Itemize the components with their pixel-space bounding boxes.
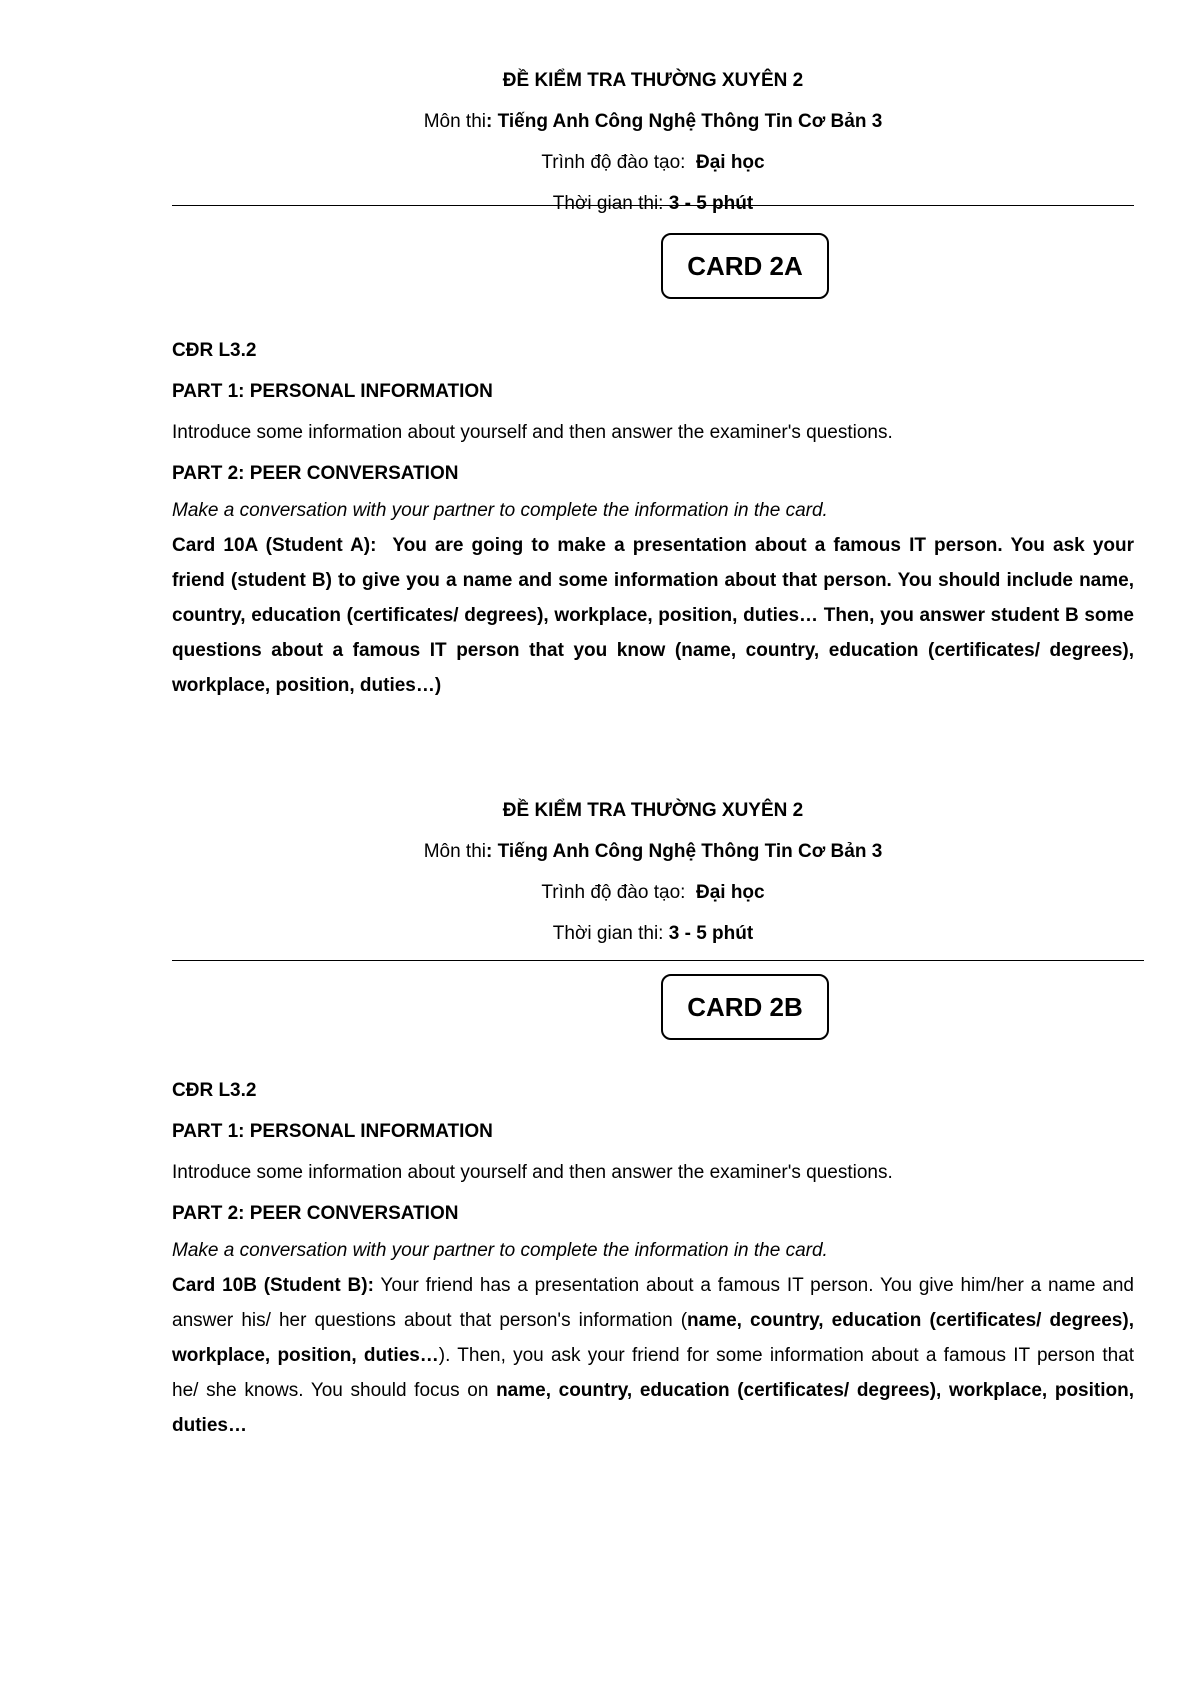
- subject-line: [172, 831, 1134, 872]
- time-line: [172, 913, 1134, 954]
- card-paragraph-text: ). Then, you ask your friend for some information about a famous IT person that he/ she knows. You should focus on: [172, 1345, 1135, 1401]
- card-paragraph-bold: name, country, education (certificates/ degrees), workplace, position, duties…: [172, 1380, 1134, 1436]
- part2-heading: PART 2: PEER CONVERSATION: [172, 1203, 459, 1224]
- subject-label: Môn thi: [423, 111, 486, 132]
- level-value: Đại học: [695, 882, 765, 903]
- time-line: [172, 183, 1134, 224]
- card-body: [172, 1070, 1144, 1443]
- card-label: CARD 2A: [687, 250, 803, 281]
- exam-title: ĐỀ KIỂM TRA THƯỜNG XUYÊN 2: [502, 70, 804, 91]
- exam-card-a: [172, 0, 1140, 696]
- subject-value: : Tiếng Anh Công Nghệ Thông Tin Cơ Bản 3: [486, 841, 883, 862]
- exam-header: [172, 0, 1134, 224]
- subject-value: : Tiếng Anh Công Nghệ Thông Tin Cơ Bản 3: [486, 111, 883, 132]
- card-paragraph-bold: name, country, education (certificates/ degrees), workplace, position, duties…: [172, 1310, 1134, 1366]
- card-paragraph-label: Card 10A (Student A):: [172, 535, 377, 556]
- card-paragraph-text: Your friend has a presentation about a famous IT person. You give him/her a name and answer his/ her questions about that person's information (: [172, 1275, 1134, 1331]
- exam-header: [172, 742, 1134, 954]
- subject-line: [172, 101, 1134, 142]
- time-value: 3 - 5 phút: [668, 193, 754, 214]
- time-value: 3 - 5 phút: [668, 923, 754, 944]
- part1-heading: PART 1: PERSONAL INFORMATION: [172, 381, 493, 402]
- part2-instruction: Make a conversation with your partner to complete the information in the card.: [172, 1240, 828, 1261]
- level-label: Trình độ đào tạo:: [541, 152, 696, 173]
- exam-card-b: [172, 742, 1144, 1436]
- card-paragraph: [172, 1268, 1134, 1443]
- divider: [172, 960, 1144, 961]
- card-label: CARD 2B: [687, 991, 803, 1022]
- card-paragraph-label: Card 10B (Student B):: [172, 1275, 374, 1296]
- card-body: [172, 330, 1140, 703]
- part1-heading: PART 1: PERSONAL INFORMATION: [172, 1121, 493, 1142]
- cdr-code: CĐR L3.2: [172, 1080, 257, 1101]
- part1-text: Introduce some information about yourself and then answer the examiner's questions.: [172, 1162, 893, 1183]
- card-label-box: [661, 233, 829, 299]
- level-line: [172, 142, 1134, 183]
- level-value: Đại học: [695, 152, 765, 173]
- card-paragraph: [172, 528, 1140, 703]
- part2-heading: PART 2: PEER CONVERSATION: [172, 463, 459, 484]
- part2-instruction: Make a conversation with your partner to complete the information in the card.: [172, 500, 828, 521]
- time-label: Thời gian thi:: [552, 193, 669, 214]
- card-label-box: [661, 974, 829, 1040]
- time-label: Thời gian thi:: [552, 923, 669, 944]
- level-line: [172, 872, 1134, 913]
- subject-label: Môn thi: [423, 841, 486, 862]
- cdr-code: CĐR L3.2: [172, 340, 257, 361]
- card-paragraph-text: You are going to make a presentation about a famous IT person. You ask your friend (student B) to give you a name and some information about that person. You should include name, country, education (certificates/ degrees), workplace, position, duties… Then, you answer student B some questions about a famous IT person that you know (name, country, education (certificates/ degrees), workplace, position, duties…): [172, 535, 1140, 696]
- exam-title: ĐỀ KIỂM TRA THƯỜNG XUYÊN 2: [502, 800, 804, 821]
- level-label: Trình độ đào tạo:: [541, 882, 696, 903]
- part1-text: Introduce some information about yourself and then answer the examiner's questions.: [172, 422, 893, 443]
